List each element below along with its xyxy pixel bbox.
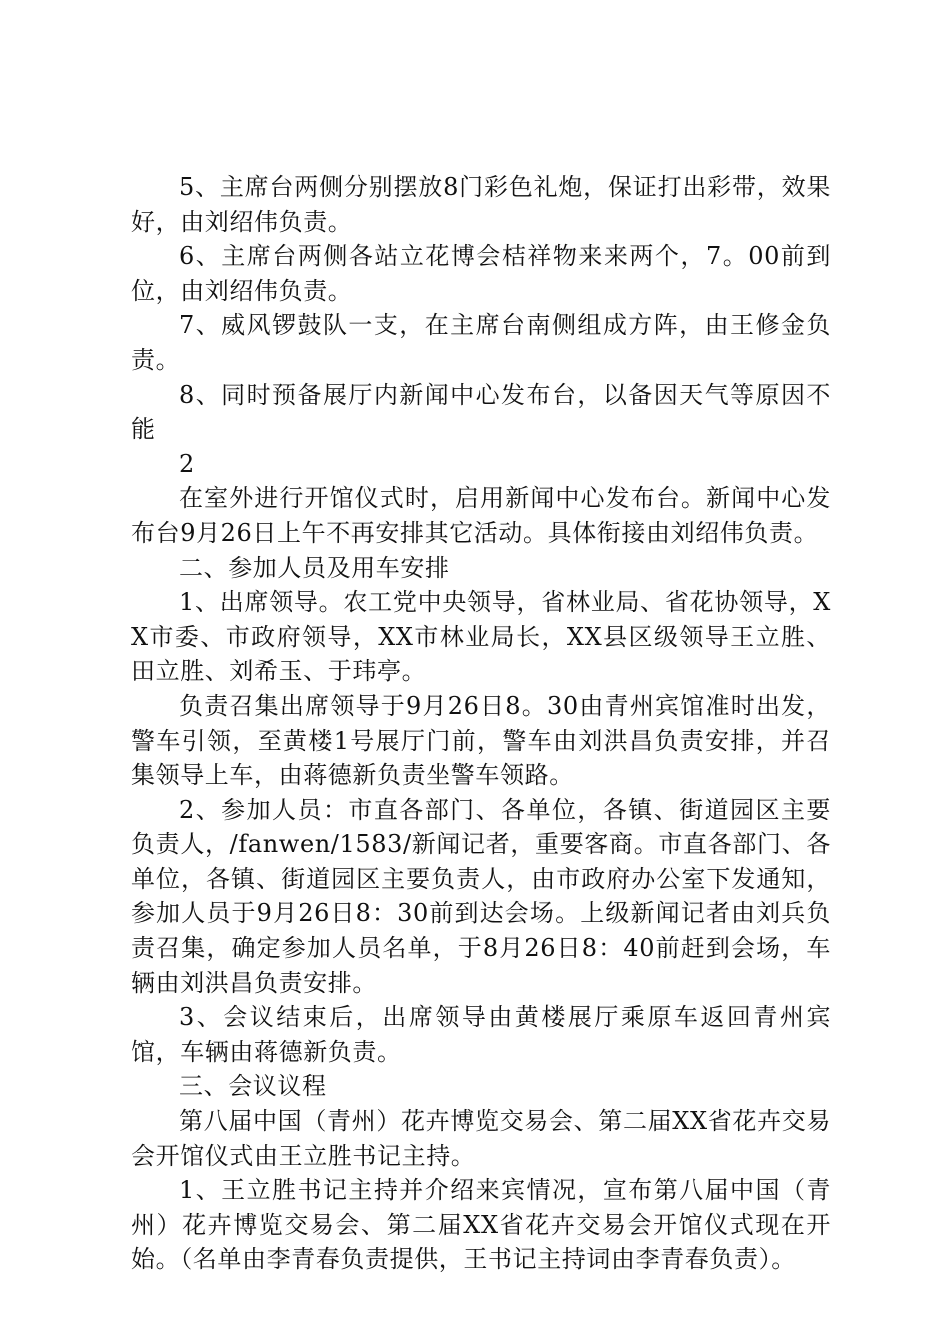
paragraph-item-7-drum-team: 7、威风锣鼓队一支，在主席台南侧组成方阵，由王修金负责。 xyxy=(131,311,831,374)
section-heading-agenda: 三、会议议程 xyxy=(179,1072,327,1101)
paragraph-agenda-item-1: 1、王立胜书记主持并介绍来宾情况，宣布第八届中国（青州）花卉博览交易会、第二届XX省花卉交易会开馆仪式现在开始。（名单由李青春负责提供，王书记主持词由李青春负责）。 xyxy=(131,1176,831,1274)
paragraph-ceremony-host: 第八届中国（青州）花卉博览交易会、第二届XX省花卉交易会开馆仪式由王立胜书记主持。 xyxy=(131,1107,831,1170)
paragraph-item-8-backup-stage: 8、同时预备展厅内新闻中心发布台，以备因天气等原因不能 xyxy=(131,380,831,444)
paragraph-leaders: 1、出席领导。农工党中央领导，省林业局、省花协领导，XX市委、市政府领导，XX市林业局长，XX县区级领导王立胜、田立胜、刘希玉、于玮亭。 xyxy=(131,588,831,686)
paragraph-return-arrangement: 3、会议结束后，出席领导由黄楼展厅乘原车返回青州宾馆，车辆由蒋德新负责。 xyxy=(131,1003,831,1066)
document-body xyxy=(131,170,831,1277)
paragraph-backup-stage-continued: 在室外进行开馆仪式时，启用新闻中心发布台。新闻中心发布台9月26日上午不再安排其它活动。具体衔接由刘绍伟负责。 xyxy=(131,484,831,547)
paragraph-item-6-mascot: 6、主席台两侧各站立花博会桔祥物来来两个，7。00前到位，由刘绍伟负责。 xyxy=(131,242,831,305)
section-heading-attendees-vehicles: 二、参加人员及用车安排 xyxy=(179,553,450,582)
paragraph-item-5-fireworks: 5、主席台两侧分别摆放8门彩色礼炮，保证打出彩带，效果好，由刘绍伟负责。 xyxy=(131,173,831,236)
paragraph-participants: 2、参加人员：市直各部门、各单位，各镇、街道园区主要负责人，/fanwen/1583/新闻记者，重要客商。市直各部门、各单位，各镇、街道园区主要负责人，由市政府办公室下发通知，参加人员于9月26日8：30前到达会场。上级新闻记者由刘兵负责召集，确定参加人员名单，于8月26日8：40前赶到会场，车辆由刘洪昌负责安排。 xyxy=(131,795,831,997)
page-number: 2 xyxy=(179,449,195,478)
paragraph-leader-convening: 负责召集出席领导于9月26日8。30由青州宾馆准时出发，警车引领，至黄楼1号展厅门前，警车由刘洪昌负责安排，并召集领导上车，由蒋德新负责坐警车领路。 xyxy=(131,691,831,790)
